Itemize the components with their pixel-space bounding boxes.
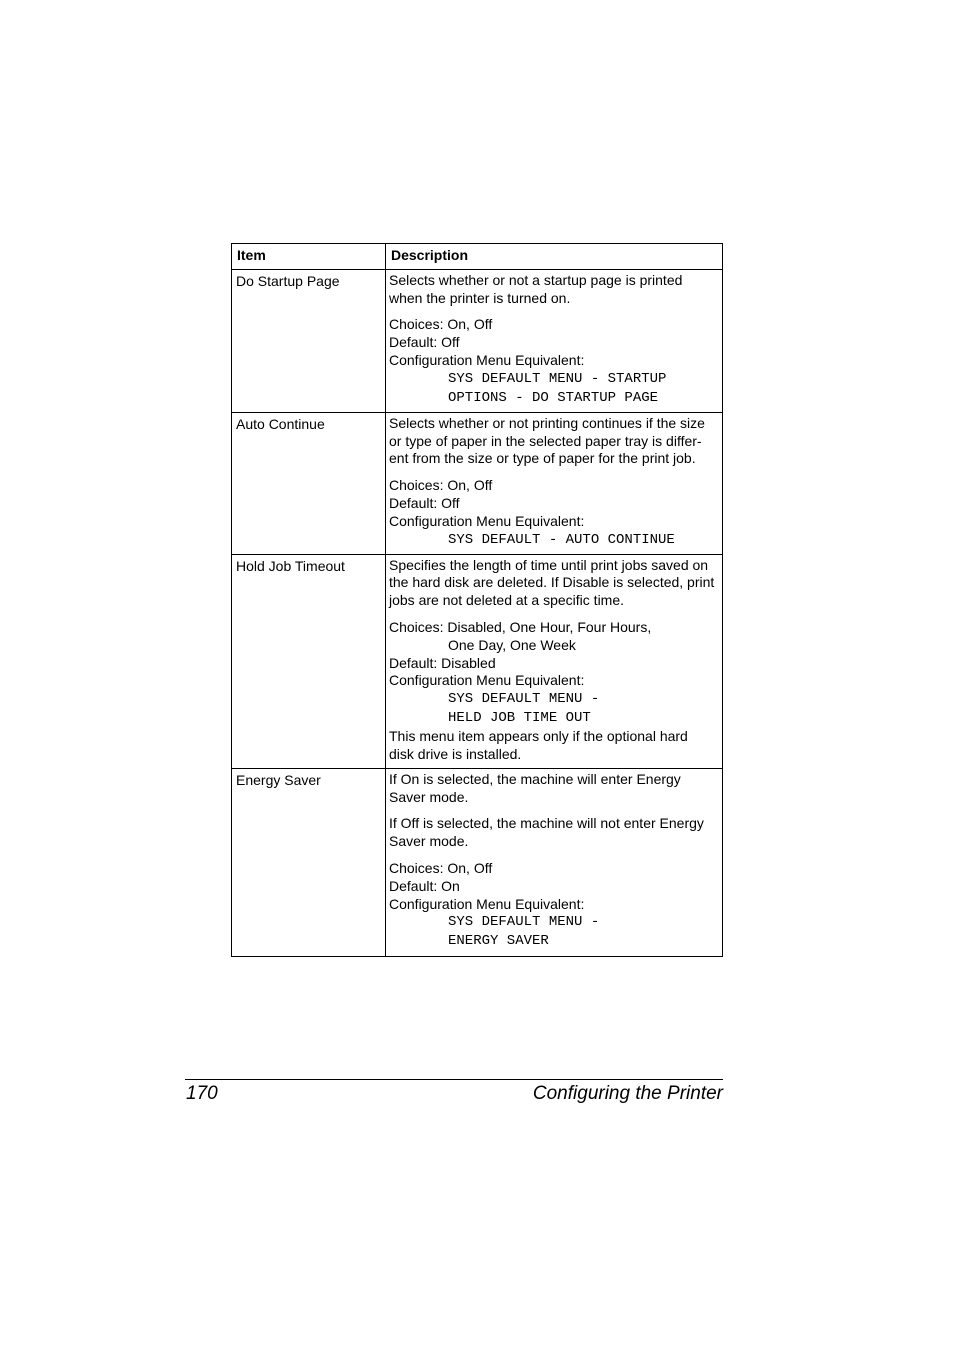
table-row (232, 269, 723, 412)
description-text: Selects whether or not a startup page is printed when the printer is turned on. (389, 271, 683, 306)
menu-path: SYS DEFAULT - AUTO CONTINUE (448, 531, 675, 548)
settings-table (231, 243, 723, 957)
header-item: Item (232, 244, 386, 270)
default-value: Default: Disabled (389, 654, 496, 671)
page-number: 170 (186, 1083, 218, 1104)
description-text: Specifies the length of time until print jobs saved on the hard disk are deleted. If Disable is selected, print jobs are not deleted at a specific time. (389, 556, 715, 609)
default-value: Default: Off (389, 494, 460, 511)
item-name: Do Startup Page (232, 269, 386, 412)
config-menu-label: Configuration Menu Equivalent: (389, 351, 585, 368)
item-name: Hold Job Timeout (232, 554, 386, 768)
menu-path: ENERGY SAVER (448, 933, 549, 950)
item-name: Energy Saver (232, 768, 386, 956)
choices: Choices: On, Off (389, 316, 493, 333)
table-row (232, 412, 723, 554)
choices: Choices: On, Off (389, 859, 493, 876)
description-text: If On is selected, the machine will enter Energy Saver mode. (389, 770, 681, 805)
chapter-title: Configuring the Printer (532, 1083, 723, 1104)
item-description (386, 554, 723, 768)
choices: Choices: On, Off (389, 477, 493, 494)
default-value: Default: On (389, 877, 460, 894)
choices-continued: One Day, One Week (448, 636, 576, 653)
config-menu-label: Configuration Menu Equivalent: (389, 512, 585, 529)
table-header-row (232, 244, 723, 270)
menu-path: SYS DEFAULT MENU - STARTUP (448, 370, 667, 387)
config-menu-label: Configuration Menu Equivalent: (389, 672, 585, 689)
default-value: Default: Off (389, 334, 460, 351)
table-row (232, 768, 723, 956)
item-name: Auto Continue (232, 412, 386, 554)
choices: Choices: Disabled, One Hour, Four Hours, (389, 618, 652, 635)
note-text: disk drive is installed. (389, 745, 522, 762)
item-description (386, 269, 723, 412)
menu-path: SYS DEFAULT MENU - (448, 914, 600, 931)
menu-path: HELD JOB TIME OUT (448, 710, 591, 727)
item-description (386, 768, 723, 956)
description-text: Selects whether or not printing continues if the size or type of paper in the selected paper tray is differ- ent from the size or type of paper for the print job. (389, 414, 705, 467)
header-description: Description (386, 244, 723, 270)
description-text: If Off is selected, the machine will not enter Energy Saver mode. (389, 815, 704, 850)
item-description (386, 412, 723, 554)
menu-path: OPTIONS - DO STARTUP PAGE (448, 389, 659, 406)
footer-divider (185, 1079, 723, 1080)
note-text: This menu item appears only if the optional hard (389, 728, 688, 745)
table-row (232, 554, 723, 768)
menu-path: SYS DEFAULT MENU - (448, 691, 600, 708)
config-menu-label: Configuration Menu Equivalent: (389, 895, 585, 912)
